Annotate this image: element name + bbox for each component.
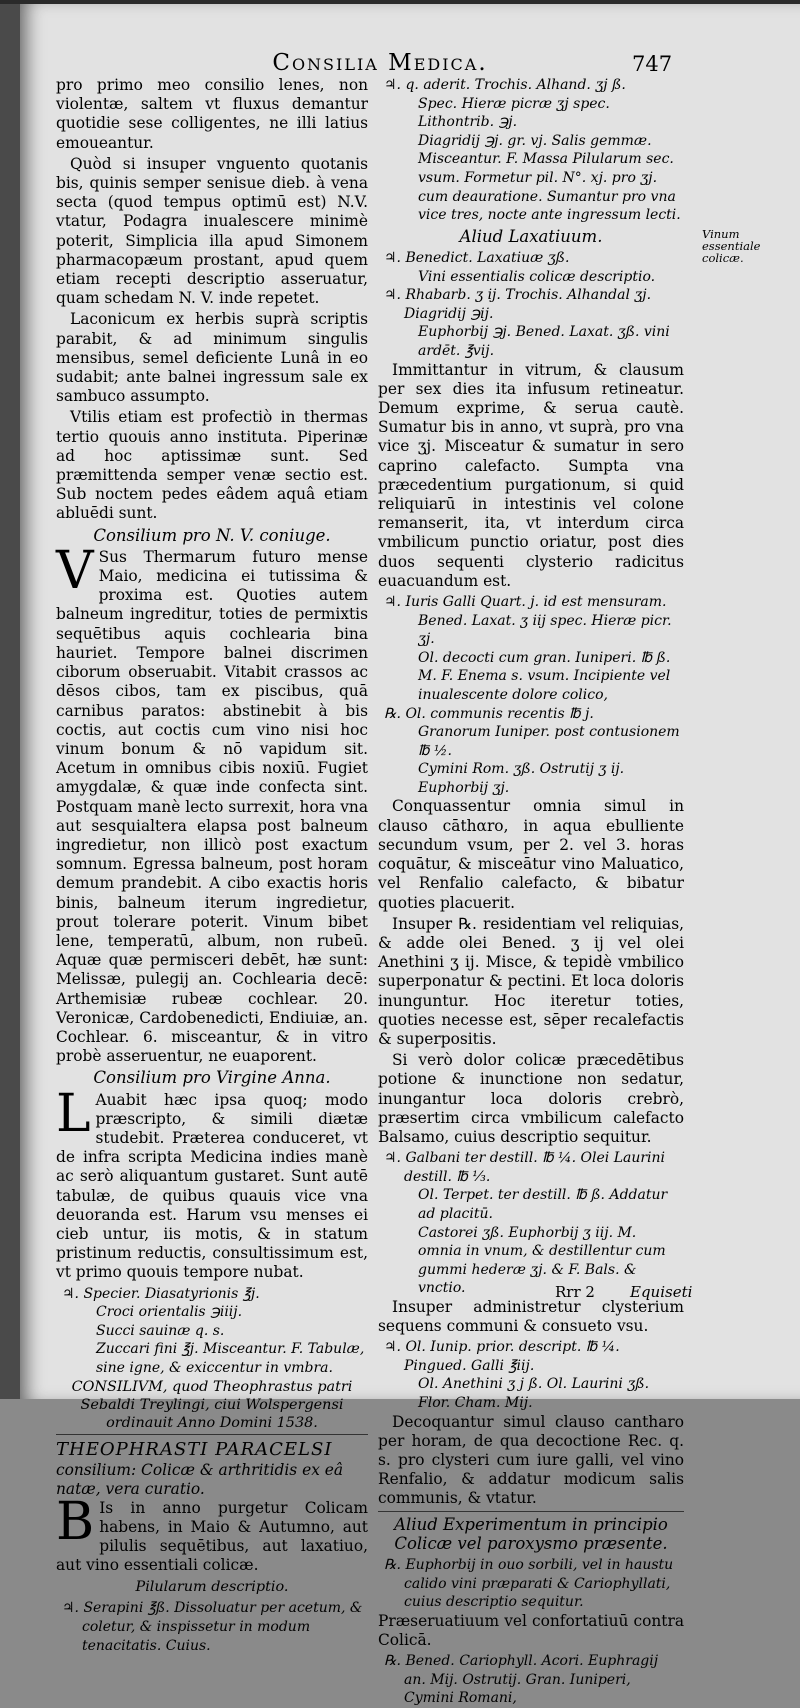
book-gutter [0, 0, 20, 1399]
paragraph: Vtilis etiam est profectiò in thermas tertio quouis anno instituta. Piperinæ ad hoc aptissimæ sunt. Sed præmittenda semper venæ sectio est. Sub noctem pedes eâdem aquâ etiam abluēdi sunt. [56, 408, 368, 523]
paragraph: Quòd si insuper vnguento quotanis bis, quinis semper senisue dieb. à vena secta (quod tempus optimū est) N.V. vtatur, Podagra inualescere minimè poterit, Simplicia illa apud Simonem pharmacopæum prostant, apud quem etiam recepti descriptio asseruatur, quam schedam N. V. inde repetet. [56, 154, 368, 308]
drop-cap: L [56, 1083, 91, 1144]
paragraph-text: Auabit hæc ipsa quoq; modo præscripto, & simili diætæ studebit. Præterea conduceret, vt de infra scripta Medicina indies manè ac serò aliquantum gustaret. Sunt autē tabulæ, de quibus quauis vice vna deuoranda est. Harum vsu menses ei cieb untur, iis motis, & in statum pristinum reductis, consultissimum est, vt primo quouis tempore nubat. [56, 1090, 368, 1282]
recipe-line: Euphorbij ℈j. Bened. Laxat. ʒß. vini ardēt. ℥vij. [418, 324, 670, 359]
recipe-heading: Aliud Experimentum in principio Colicæ vel paroxysmo præsente. [394, 1514, 668, 1553]
section-subtitle: consilium: Colicæ & arthritidis ex eâ natæ, vera curatio. [56, 1460, 344, 1498]
consilium-heading: Consilium pro Virgine Anna. [93, 1068, 331, 1088]
recipe-line: Vini essentialis colicæ descriptio. [418, 268, 656, 285]
paragraph [56, 1491, 368, 1576]
recipe-line: Castorei ʒß. Euphorbij ʒ iij. M. omnia in vnum, & destillentur cum gummi hederæ ʒj. & F. Bals. & vnctio. [418, 1224, 666, 1297]
recipe-line: ♃. Serapini ℥ß. Dissoluatur per acetum, & coletur, & inspissetur in modum tenacitatis. Cuius. [62, 1600, 363, 1654]
drop-cap: B [56, 1491, 95, 1552]
recipe-line: Ol. Anethini ʒ j ß. Ol. Laurini ʒß. Flor. Cham. Mij. [418, 1376, 650, 1412]
page-number: 747 [632, 52, 673, 76]
consilium-heading: CONSILIVM, quod Theophrastus patri Sebaldi Treylingi, ciui Wolspergensi ordinauit Anno Domini 1538. [71, 1378, 353, 1431]
paragraph: Laconicum ex herbis suprà scriptis parabit, & ad minimum singulis mensibus, semel deficiente Lunâ in eo sudabit; ante balnei ingressum sale ex sambuco assumpto. [56, 310, 368, 406]
divider [378, 1511, 684, 1512]
right-column [378, 76, 684, 1708]
consilium-heading: Consilium pro N. V. coniuge. [93, 525, 331, 545]
recipe-line: ♃. Rhabarb. ʒ ij. Trochis. Alhandal ʒj. Diagridij ℈ij. [384, 287, 652, 322]
paragraph: pro primo meo consilio lenes, non violentæ, saltem vt fluxus demantur quotidie sese colligentes, ne illi latius emoueantur. [56, 76, 368, 152]
recipe-heading: Aliud Laxatiuum. [459, 226, 603, 246]
recipe-heading: Pilularum descriptio. [135, 1579, 289, 1596]
paragraph [56, 540, 368, 1066]
recipe-line: Granorum Iuniper. post contusionem ℔ ½. [418, 724, 680, 759]
recipe-line: ♃. Ol. Iunip. prior. descript. ℔ ¼. Pingued. Galli ℥iij. [384, 1339, 620, 1374]
paragraph-text: Is in anno purgetur Colicam habens, in Maio & Autumno, aut pilulis sequētibus, aut laxatiuo, aut vino essentiali colicæ. [56, 1498, 368, 1575]
recipe-line: Spec. Hieræ picræ ʒj spec. Lithontrib. ℈j. [418, 95, 610, 131]
recipe-line: ℞. Ol. communis recentis ℔ j. [384, 705, 594, 722]
paragraph: Insuper administretur clysterium sequens communi & consueto vsu. [378, 1297, 684, 1336]
marginal-note: Vinum essentiale colicæ. [702, 227, 761, 265]
signature-mark: Rrr 2 [555, 1283, 595, 1301]
recipe-line: ℞. Euphorbij in ouo sorbili, vel in haustu calido vini præparati & Cariophyllati, cuius descriptio sequitur. [384, 1557, 674, 1611]
recipe-line: ♃. Benedict. Laxatiuæ ʒß. [384, 249, 570, 266]
recipe-line: ♃. q. aderit. Trochis. Alhand. ʒj ß. [384, 77, 626, 93]
paragraph: Conquassentur omnia simul in clauso cāthαro, in aqua ebulliente secundum vsum, per 2. vel 3. horas coquātur, & misceātur vino Maluatico, vel Renfalio calefacto, & bibatur quoties placuerit. [378, 797, 684, 912]
recipe-line: Diagridij ℈j. gr. vj. Salis gemmæ. Misceantur. F. Massa Pilularum sec. vsum. Formetur pil. N°. xj. pro ʒj. cum deauratione. Sumantur pro vna vice tres, nocte ante ingressum lecti. [418, 132, 681, 224]
paragraph: Immittantur in vitrum, & clausum per sex dies ita infusum retineatur. Demum exprime, & serua cautè. Sumatur bis in anno, vt suprà, pro vna vice ʒj. Misceatur & sumatur in sero caprino calefacto. Sumpta vna præcedentium purgationum, si quid reliquiarū in intestinis vel colone remanserit, ita, vt interdum circa vmbilicum punctio oriatur, post dies duos sequenti clysterio radicitus euacuandum est. [378, 360, 684, 590]
divider [56, 1434, 368, 1435]
paragraph: Insuper ℞. residentiam vel reliquias, & adde olei Bened. ʒ ij vel olei Anethini ʒ ij. Misce, & tepidè vmbilico superponatur & pectini. Et loca doloris inunguntur. Hoc iteretur toties, quoties necesse est, sēper recalefactis & superpositis. [378, 914, 684, 1048]
catchword: Equiseti [630, 1283, 693, 1301]
recipe-line: ℞. Bened. Cariophyll. Acori. Euphragij an. Mij. Ostrutij. Gran. Iuniperi, Cymini Romani, [384, 1653, 659, 1707]
recipe-line: Bened. Laxat. ʒ iij spec. Hieræ picr. ʒj. [418, 612, 672, 648]
recipe-line: Cymini Rom. ʒß. Ostrutij ʒ ij. Euphorbij ʒj. [418, 761, 625, 796]
paragraph: Decoquantur simul clauso cantharo per horam, de qua decoctione Rec. q. s. pro clysteri cum iure galli, vel vino Renfalio, & addatur modicum salis communis, & vtatur. [378, 1412, 684, 1508]
running-head: Consilia Medica. [272, 50, 488, 76]
recipe-line: Ol. decocti cum gran. Iuniperi. ℔ ß. M. F. Enema s. vsum. Incipiente vel inualescente dolore colico, [418, 649, 671, 703]
drop-cap: V [56, 540, 94, 601]
paragraph: Si verò dolor colicæ præcedētibus potione & inunctione non sedatur, inungantur loca doloris crebrò, præsertim circa vmbilicum calefacto Balsamo, cuius descriptio sequitur. [378, 1051, 684, 1146]
recipe-line: Zuccari fini ℥j. Misceantur. F. Tabulæ, sine igne, & exiccentur in vmbra. [96, 1341, 365, 1376]
section-title: THEOPHRASTI PARACELSI [56, 1438, 333, 1460]
recipe-line: ♃. Iuris Galli Quart. j. id est mensuram. [384, 593, 667, 610]
recipe-line: Succi sauinæ q. s. [96, 1322, 225, 1339]
paragraph: Præseruatiuum vel confortatiuū contra Colicā. [378, 1611, 684, 1650]
left-column [56, 76, 368, 1655]
recipe-line: Croci orientalis ℈iiij. [96, 1304, 243, 1321]
recipe-line: ♃. Galbani ter destill. ℔ ¼. Olei Laurini destill. ℔ ⅓. [384, 1150, 666, 1185]
paragraph-text: Sus Thermarum futuro mense Maio, medicina ei tutissima & proxima est. Quoties autem balneum ingreditur, toties de permixtis sequētibus aquis cochlearia bina hauriet. Tempore balnei discrimen ciborum obseruabit. Vitabit crassos ac dēsos cibos, tam ex piscibus, quā carnibus paratos: abstinebit à bis coctis, aut coctis cum vino nisi hoc vinum bonum & nō vapidum sit. Acetum in omnibus cibis noxiū. Fugiet amygdalæ, & quæ inde confecta sint. Postquam manè lecto surrexit, hora vna aut sesquialtera elapsa post balneum ingredietur, non illicò post exactum somnum. Egressa balneum, post horam demum prandebit. A cibo exactis horis binis, balneum iterum ingredietur, prout tolerare poterit. Vinum bibet lene, temperatū, album, non rubeū. Aquæ quæ permisceri debēt, hæ sunt: Melissæ, pulegij an. Cochlearia decē: Arthemisiæ rubeæ cochlear. 20. Veronicæ, Cardobenedicti, Endiuiæ, an. Cochlear. 6. misceantur, & in vitro probè asseruentur, ne euaporent. [56, 547, 368, 1066]
recipe-line: Ol. Terpet. ter destill. ℔ ß. Addatur ad placitū. [418, 1187, 668, 1222]
paragraph [56, 1083, 368, 1283]
recipe-line: ♃. Specier. Diasatyrionis ℥j. [62, 1285, 260, 1302]
